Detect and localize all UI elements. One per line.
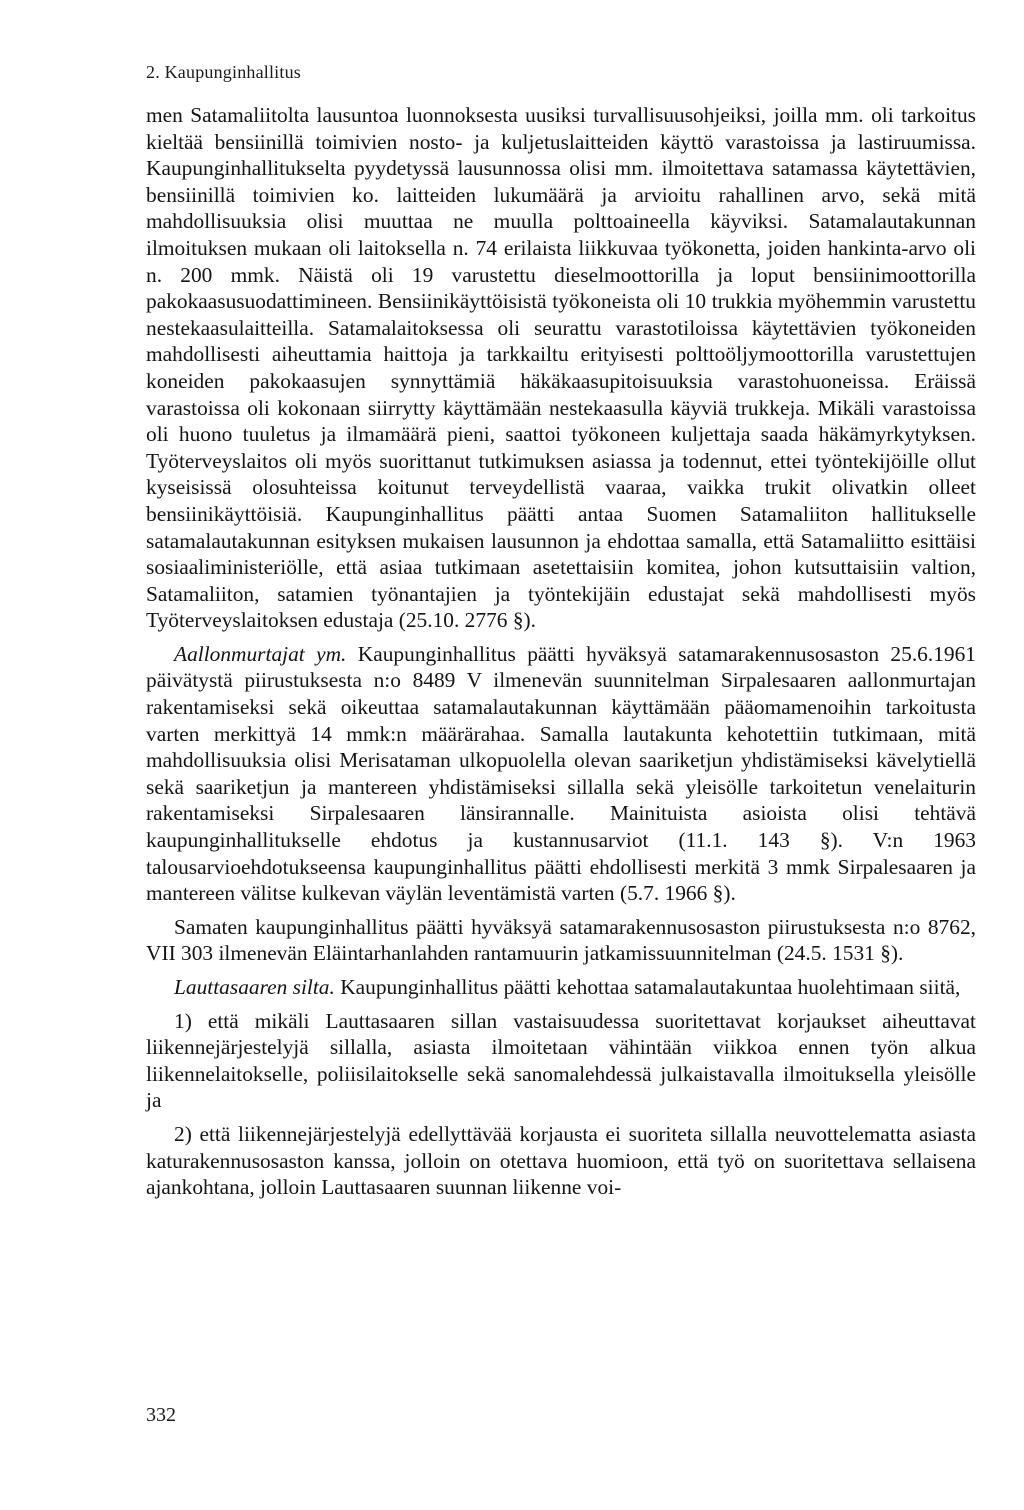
paragraph-shore-wall — [146, 914, 976, 967]
paragraph-text: men Satamaliitolta lausuntoa luonnoksesta uusiksi turvallisuusohjeiksi, joilla mm. oli tarkoitus kieltää bensiinillä toimivien nosto- ja kuljetuslaitteiden käyttö varastoissa ja lastiruumissa. Kaupunginhallitukselta pyydetyssä lausunnossa olisi mm. ilmoitettava satamassa käytettävien, bensiinillä toimivien ko. laitteiden lukumäärä ja arvioitu rahallinen arvo, sekä mitä mahdollisuuksia olisi muuttaa ne muulla polttoaineella käyviksi. Satamalautakunnan ilmoituksen mukaan oli laitoksella n. 74 erilaista liikkuvaa työkonetta, joiden hankinta-arvo oli n. 200 mmk. Näistä oli 19 varustettu dieselmoottorilla ja loput bensiinimoottorilla pakokaasusuodattimineen. Bensiinikäyttöisistä työkoneista oli 10 trukkia myöhemmin varustettu nestekaasulaitteilla. Satamalaitoksessa oli seurattu varastotiloissa käytettävien työkoneiden mahdollisesti aiheuttamia haittoja ja tarkkailtu erityisesti polttoöljymoottorilla varustettujen koneiden pakokaasujen synnyttämiä häkäkaasupitoisuuksia varastohuoneissa. Eräissä varastoissa oli kokonaan siirrytty käyttämään nestekaasulla käyviä trukkeja. Mikäli varastoissa oli huono tuuletus ja ilmamäärä pieni, saattoi työkoneen kuljettaja saada häkämyrkytyksen. Työterveyslaitos oli myös suorittanut tutkimuksen asiassa ja todennut, ettei työntekijöille ollut kyseisissä olosuhteissa koitunut terveydellistä vaaraa, vaikka trukit olivatkin olleet bensiinikäyttöisiä. Kaupunginhallitus päätti antaa Suomen Satamaliiton hallitukselle satamalautakunnan esityksen mukaisen lausunnon ja ehdottaa samalla, että Satamaliitto esittäisi sosiaaliministeriölle, että asiaa tutkimaan asetettaisiin komitea, johon kutsuttaisiin valtion, Satamaliiton, satamien työnantajien ja työntekijäin edustajat sekä mahdollisesti myös Työterveyslaitoksen edustaja (25.10. 2776 §). — [146, 103, 976, 633]
paragraph-text: 2) että liikennejärjestelyjä edellyttävää korjausta ei suoriteta sillalla neuvottelematta asiasta katurakennusosaston kanssa, jolloin on otettava huomioon, että työ on suoritettava sellaisena ajankohtana, jolloin Lauttasaaren suunnan liikenne voi- — [146, 1121, 976, 1200]
list-item-2 — [146, 1121, 976, 1201]
paragraph-text: Kaupunginhallitus päätti hyväksyä satamarakennusosaston 25.6.1961 päivätystä piirustuksesta n:o 8489 V ilmenevän suunnitelman Sirpalesaaren aallonmurtajan rakentamiseksi sekä oikeuttaa satamalautakunnan käyttämään pääomamenoihin tarkoitusta varten merkittyä 14 mmk:n määrärahaa. Samalla lautakunta kehotettiin tutkimaan, mitä mahdollisuuksia olisi Merisataman ulkopuolella olevan saariketjun yhdistämiseksi kävelytiellä sekä saariketjun ja mantereen yhdistämiseksi sillalla sekä yleisölle tarkoitetun venelaiturin rakentamiseksi Sirpalesaaren länsirannalle. Mainituista asioista olisi tehtävä kaupunginhallitukselle ehdotus ja kustannusarviot (11.1. 143 §). V:n 1963 talousarvioehdotukseensa kaupunginhallitus päätti ehdollisesti merkitä 3 mmk Sirpalesaaren ja mantereen välitse kulkevan väylän leventämistä varten (5.7. 1966 §). — [146, 641, 976, 906]
list-item-1 — [146, 1008, 976, 1114]
section-lead-breakwaters: Aallonmurtajat ym. — [174, 641, 347, 666]
running-head: 2. Kaupunginhallitus — [146, 62, 301, 82]
paragraph-harbour-safety — [146, 102, 976, 634]
paragraph-text: 1) että mikäli Lauttasaaren sillan vastaisuudessa suoritettavat korjaukset aiheuttavat liikennejärjestelyjä sillalla, asiasta ilmoitetaan vähintään viikkoa ennen työn alkua liikennelaitokselle, poliisilaitokselle sekä sanomalehdessä julkaistavalla ilmoituksella yleisölle ja — [146, 1008, 976, 1113]
paragraph-text: Samaten kaupunginhallitus päätti hyväksyä satamarakennusosaston piirustuksesta n:o 8762, VII 303 ilmenevän Eläintarhanlahden rantamuurin jatkamissuunnitelman (24.5. 1531 §). — [146, 914, 976, 966]
document-page — [146, 0, 976, 1510]
paragraph-lauttasaari-bridge — [146, 974, 976, 1001]
section-lead-bridge: Lauttasaaren silta. — [174, 975, 335, 999]
body-text — [146, 102, 976, 1201]
page-number: 332 — [146, 1404, 176, 1426]
paragraph-text: Kaupunginhallitus päätti kehottaa satamalautakuntaa huolehtimaan siitä, — [334, 975, 961, 999]
paragraph-breakwaters — [146, 641, 976, 907]
